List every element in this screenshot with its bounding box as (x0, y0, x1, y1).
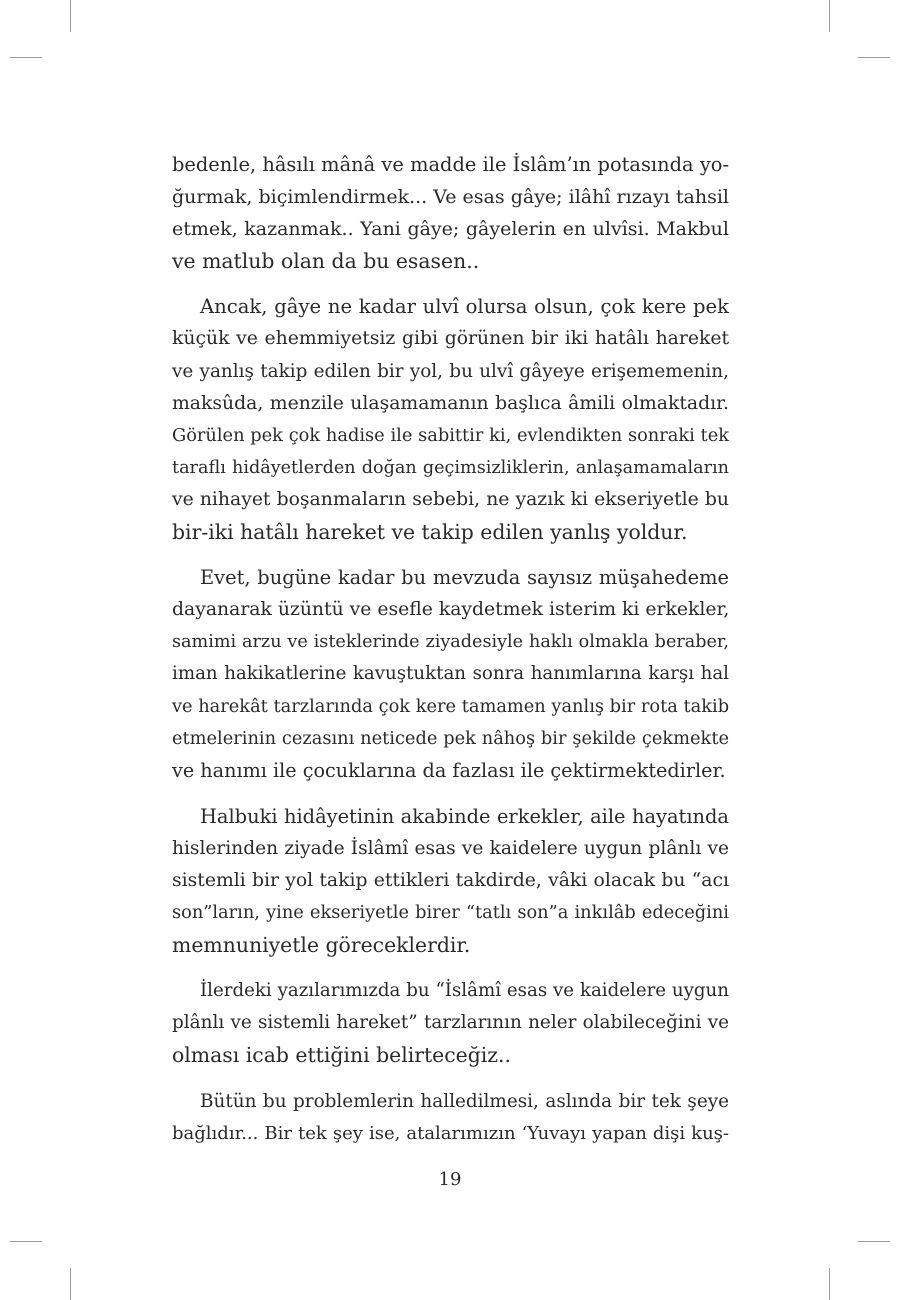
text-line: hislerinden ziyade İslâmî esas ve kaidelere uygun plânlı ve (172, 837, 729, 859)
crop-mark-top-right (829, 0, 830, 32)
crop-mark-right-bottom (858, 1241, 890, 1242)
crop-mark-left-top (10, 57, 42, 58)
text-line: plânlı ve sistemli hareket” tarzlarının neler olabileceğini ve (172, 1012, 729, 1034)
page-number: 19 (438, 1169, 462, 1190)
text-line: ve harekât tarzlarında çok kere tamamen yanlış bir rota takib (172, 695, 730, 717)
text-line: etmelerinin cezasını neticede pek nâhoş bir şekilde çekmekte (172, 727, 729, 749)
crop-mark-right-top (858, 57, 890, 58)
text-line: Görülen pek çok hadise ile sabittir ki, evlendikten sonraki tek (172, 424, 729, 446)
text-line: bedenle, hâsılı mânâ ve madde ile İslâm’ın potasında yo- (172, 153, 729, 176)
text-line: olması icab ettiğini belirteceğiz.. (172, 1043, 512, 1068)
crop-mark-bottom-right (829, 1268, 830, 1300)
text-line: maksûda, menzile ulaşamamanın başlıca âmili olmaktadır. (172, 392, 729, 414)
paragraph (172, 291, 729, 548)
text-line: ve matlub olan da bu esasen.. (172, 249, 480, 274)
text-line: ğurmak, biçimlendirmek... Ve esas gâye; ilâhî rızayı tahsil (172, 186, 729, 209)
paragraph (172, 562, 729, 787)
text-line: dayanarak üzüntü ve esefle kaydetmek isterim ki erkekler, (172, 599, 730, 621)
text-line: İlerdeki yazılarımızda bu “İslâmî esas ve kaidelere uygun (200, 980, 729, 1002)
text-line: Bütün bu problemlerin halledilmesi, aslında bir tek şeye (200, 1090, 729, 1112)
crop-mark-top-left (70, 0, 71, 32)
text-line: ve nihayet boşanmaların sebebi, ne yazık ki ekseriyetle bu (172, 488, 729, 510)
text-line: bir-iki hatâlı hareket ve takip edilen yanlış yoldur. (172, 520, 688, 545)
text-line: samimi arzu ve isteklerinde ziyadesiyle haklı olmakla beraber, (172, 632, 729, 653)
text-line: son”ların, yine ekseriyetle birer “tatlı son”a inkılâb edeceğini (172, 902, 729, 924)
text-line: Halbuki hidâyetinin akabinde erkekler, aile hayatında (200, 804, 729, 828)
text-line: iman hakikatlerine kavuştuktan sonra hanımlarına karşı hal (172, 663, 729, 685)
text-line: Ancak, gâye ne kadar ulvî olursa olsun, çok kere pek (200, 295, 729, 319)
text-line: bağlıdır... Bir tek şey ise, atalarımızın ‘Yuvayı yapan dişi kuş- (172, 1122, 729, 1144)
text-line: memnuniyetle göreceklerdir. (172, 933, 471, 958)
paragraph (172, 149, 729, 277)
text-line: etmek, kazanmak.. Yani gâye; gâyelerin en ulvîsi. Makbul (172, 218, 729, 241)
crop-mark-left-bottom (10, 1241, 42, 1242)
crop-mark-bottom-left (70, 1268, 71, 1300)
paragraph (172, 1086, 729, 1150)
text-line: küçük ve ehemmiyetsiz gibi görünen bir iki hatâlı hareket (172, 328, 729, 350)
paragraph (172, 801, 729, 961)
text-line: sistemli bir yol takip ettikleri takdirde, vâki olacak bu “acı (172, 869, 729, 891)
text-line: ve yanlış takip edilen bir yol, bu ulvî gâyeye erişememenin, (172, 360, 729, 382)
text-line: ve hanımı ile çocuklarına da fazlası ile çektirmektedirler. (172, 758, 726, 782)
page-body-text (172, 149, 729, 1164)
text-line: taraflı hidâyetlerden doğan geçimsizliklerin, anlaşamamaların (172, 457, 729, 478)
text-line: Evet, bugüne kadar bu mevzuda sayısız müşahedeme (200, 566, 729, 590)
paragraph (172, 975, 729, 1071)
